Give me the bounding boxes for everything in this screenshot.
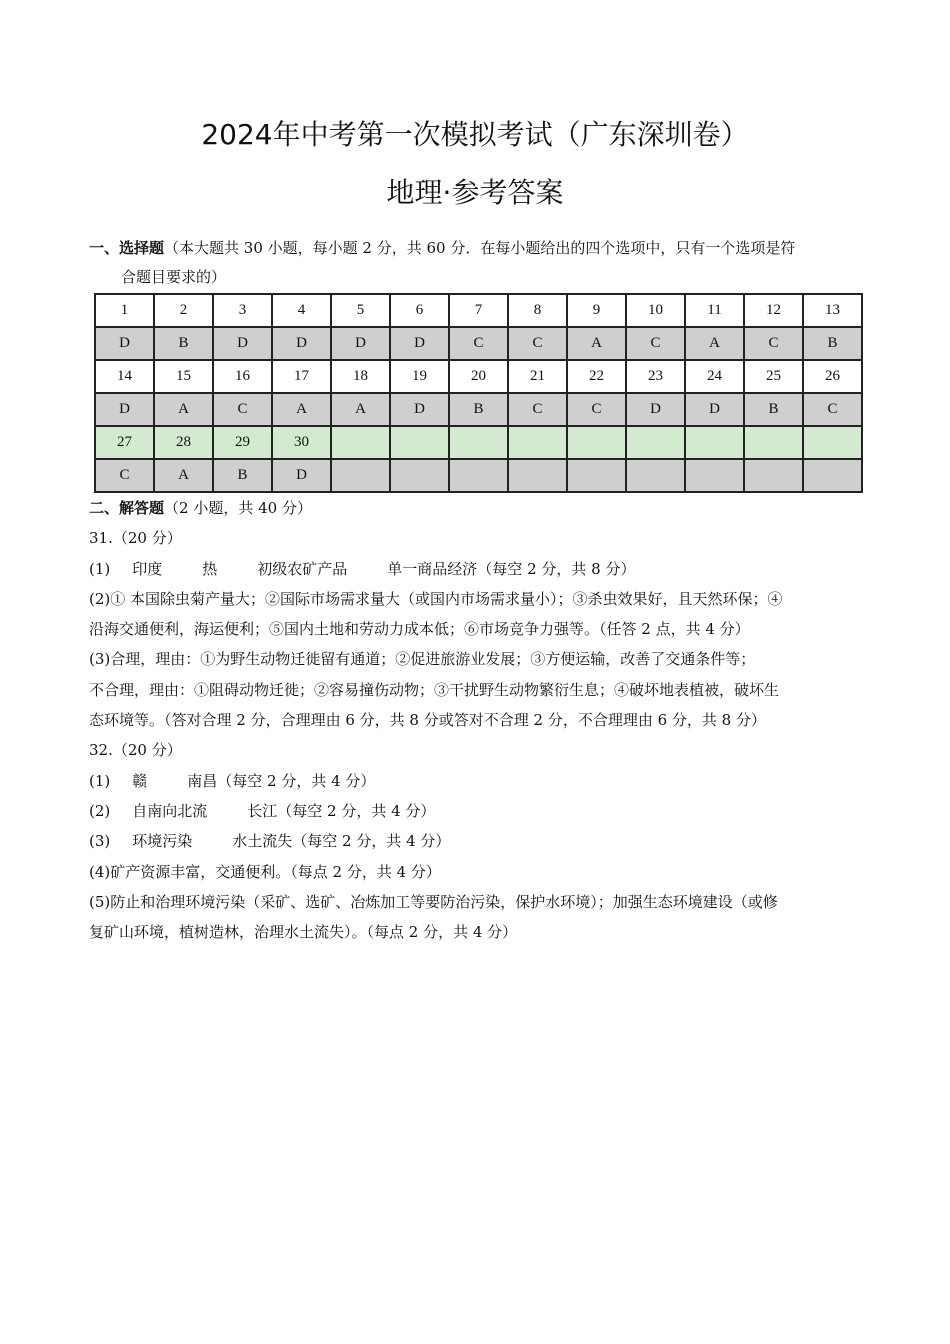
- question-number-cell: 15: [154, 360, 213, 393]
- question-number-cell: 12: [744, 294, 803, 327]
- document-title: 2024年中考第一次模拟考试（广东深圳卷）: [201, 118, 749, 151]
- question-number-cell: 20: [449, 360, 508, 393]
- question-number-cell: 3: [213, 294, 272, 327]
- answer-letter-cell: A: [331, 393, 390, 426]
- q31-part1-answer-d: 单一商品经济（每空 2 分，共 8 分）: [387, 559, 636, 578]
- question-number-cell: 28: [154, 426, 213, 459]
- answer-letter-cell: C: [508, 327, 567, 360]
- q31-heading: 31.（20 分）: [89, 529, 182, 548]
- answer-letter-cell: B: [213, 459, 272, 492]
- answer-letter-cell: [331, 459, 390, 492]
- q32-part4: (4)矿产资源丰富，交通便利。（每点 2 分，共 4 分）: [89, 862, 441, 881]
- answer-letter-cell: [567, 459, 626, 492]
- answer-letter-cell: D: [272, 327, 331, 360]
- q32-part1-answer-b: 南昌（每空 2 分，共 4 分）: [187, 771, 376, 790]
- q32-part2-label: (2): [89, 801, 111, 820]
- question-number-cell: [803, 426, 862, 459]
- question-number-cell: [331, 426, 390, 459]
- answer-letter-cell: D: [390, 393, 449, 426]
- question-number-cell: 14: [95, 360, 154, 393]
- document-subtitle: 地理·参考答案: [386, 176, 564, 209]
- question-number-cell: [685, 426, 744, 459]
- answer-letter-cell: D: [685, 393, 744, 426]
- answer-letter-cell: C: [213, 393, 272, 426]
- question-number-cell: [449, 426, 508, 459]
- section-2-description: （2 小题，共 40 分）: [164, 499, 312, 517]
- answer-letter-cell: A: [685, 327, 744, 360]
- question-number-cell: 19: [390, 360, 449, 393]
- answer-letter-cell: B: [449, 393, 508, 426]
- q31-part2-line1: (2)① 本国除虫菊产量大；②国际市场需求量大（或国内市场需求量小）；③杀虫效果好，且天然环保；④: [89, 589, 783, 608]
- question-number-cell: 6: [390, 294, 449, 327]
- q31-part3-line1: (3)合理，理由：①为野生动物迁徙留有通道；②促进旅游业发展；③方便运输，改善了交通条件等；: [89, 650, 756, 669]
- answer-letter-cell: C: [449, 327, 508, 360]
- answer-letter-cell: [685, 459, 744, 492]
- answer-letter-cell: [390, 459, 449, 492]
- q31-part1-answer-a: 印度: [132, 559, 163, 578]
- q32-part2-answer-a: 自南向北流: [132, 801, 208, 820]
- answer-letter-cell: C: [508, 393, 567, 426]
- question-number-cell: 23: [626, 360, 685, 393]
- section-1-header: [89, 234, 869, 292]
- question-number-cell: [567, 426, 626, 459]
- answer-letter-cell: B: [154, 327, 213, 360]
- answer-letter-cell: D: [626, 393, 685, 426]
- answer-letter-cell: D: [95, 393, 154, 426]
- answer-letter-cell: C: [567, 393, 626, 426]
- question-number-cell: [744, 426, 803, 459]
- question-number-cell: [508, 426, 567, 459]
- question-number-cell: 10: [626, 294, 685, 327]
- q31-part3-line2: 不合理，理由：①阻碍动物迁徙；②容易撞伤动物；③干扰野生动物繁衍生息；④破坏地表植被，破坏生: [89, 680, 780, 699]
- q32-part1-answer-a: 赣: [132, 771, 148, 790]
- q32-part1: [89, 766, 867, 796]
- q31-part1-answer-c: 初级农矿产品: [257, 559, 348, 578]
- q32-part5-line1: (5)防止和治理环境污染（采矿、选矿、冶炼加工等要防治污染，保护水环境）；加强生态环境建设（或修: [89, 892, 778, 911]
- answer-letter-cell: [626, 459, 685, 492]
- answer-letter-cell: C: [744, 327, 803, 360]
- answer-letter-cell: C: [95, 459, 154, 492]
- answer-letter-cell: A: [567, 327, 626, 360]
- section-2-heading: 二、解答题: [89, 499, 165, 517]
- answer-letter-cell: A: [154, 459, 213, 492]
- section-1-description-cont: 合题目要求的）: [121, 268, 227, 286]
- q31-part1: [89, 554, 867, 584]
- question-number-cell: [390, 426, 449, 459]
- answer-table: [94, 293, 863, 493]
- question-number-cell: 22: [567, 360, 626, 393]
- answer-letter-cell: D: [390, 327, 449, 360]
- answer-letter-cell: D: [213, 327, 272, 360]
- section-1-description: （本大题共 30 小题，每小题 2 分，共 60 分．在每小题给出的四个选项中，只有一个选项是符: [164, 239, 796, 257]
- answer-letter-cell: [803, 459, 862, 492]
- question-number-cell: 27: [95, 426, 154, 459]
- q31-part1-answer-b: 热: [202, 559, 218, 578]
- q32-part1-label: (1): [89, 771, 111, 790]
- answer-body: [89, 493, 867, 947]
- question-number-cell: 17: [272, 360, 331, 393]
- question-number-cell: 24: [685, 360, 744, 393]
- q32-part5-line2: 复矿山环境，植树造林，治理水土流失）。（每点 2 分，共 4 分）: [89, 923, 518, 942]
- q32-part2: [89, 796, 867, 826]
- question-number-cell: 13: [803, 294, 862, 327]
- question-number-cell: 26: [803, 360, 862, 393]
- answer-letter-cell: B: [744, 393, 803, 426]
- q31-part1-label: (1): [89, 559, 111, 578]
- answer-letter-cell: B: [803, 327, 862, 360]
- question-number-cell: 21: [508, 360, 567, 393]
- question-number-cell: 1: [95, 294, 154, 327]
- question-number-cell: 16: [213, 360, 272, 393]
- answer-letter-row: [95, 327, 862, 360]
- answer-letter-cell: D: [331, 327, 390, 360]
- q32-part2-answer-b: 长江（每空 2 分，共 4 分）: [247, 801, 436, 820]
- answer-letter-cell: C: [626, 327, 685, 360]
- answer-letter-cell: D: [272, 459, 331, 492]
- question-number-cell: 25: [744, 360, 803, 393]
- q32-part3-label: (3): [89, 832, 111, 851]
- question-number-cell: [626, 426, 685, 459]
- question-number-cell: 7: [449, 294, 508, 327]
- q32-part3-answer-a: 环境污染: [132, 832, 193, 851]
- question-number-cell: 30: [272, 426, 331, 459]
- q32-heading: 32.（20 分）: [89, 741, 182, 760]
- question-number-cell: 5: [331, 294, 390, 327]
- answer-letter-cell: A: [154, 393, 213, 426]
- answer-letter-cell: [744, 459, 803, 492]
- answer-letter-cell: [449, 459, 508, 492]
- answer-letter-cell: A: [272, 393, 331, 426]
- answer-letter-row: [95, 459, 862, 492]
- answer-letter-row: [95, 393, 862, 426]
- section-1-heading: 一、选择题: [89, 239, 165, 257]
- question-number-cell: 11: [685, 294, 744, 327]
- answer-letter-cell: C: [803, 393, 862, 426]
- q32-part3-answer-b: 水土流失（每空 2 分，共 4 分）: [232, 832, 451, 851]
- question-number-cell: 9: [567, 294, 626, 327]
- answer-number-row: [95, 426, 862, 459]
- answer-letter-cell: D: [95, 327, 154, 360]
- question-number-cell: 4: [272, 294, 331, 327]
- question-number-cell: 2: [154, 294, 213, 327]
- q32-part3: [89, 826, 867, 856]
- question-number-cell: 8: [508, 294, 567, 327]
- answer-letter-cell: [508, 459, 567, 492]
- q31-part2-line2: 沿海交通便利，海运便利；⑤国内土地和劳动力成本低；⑥市场竞争力强等。（任答 2 点，共 4 分）: [89, 620, 750, 639]
- question-number-cell: 18: [331, 360, 390, 393]
- q31-part3-line3: 态环境等。（答对合理 2 分，合理理由 6 分，共 8 分或答对不合理 2 分，不合理理由 6 分，共 8 分）: [89, 711, 766, 730]
- answer-number-row: [95, 294, 862, 327]
- answer-number-row: [95, 360, 862, 393]
- question-number-cell: 29: [213, 426, 272, 459]
